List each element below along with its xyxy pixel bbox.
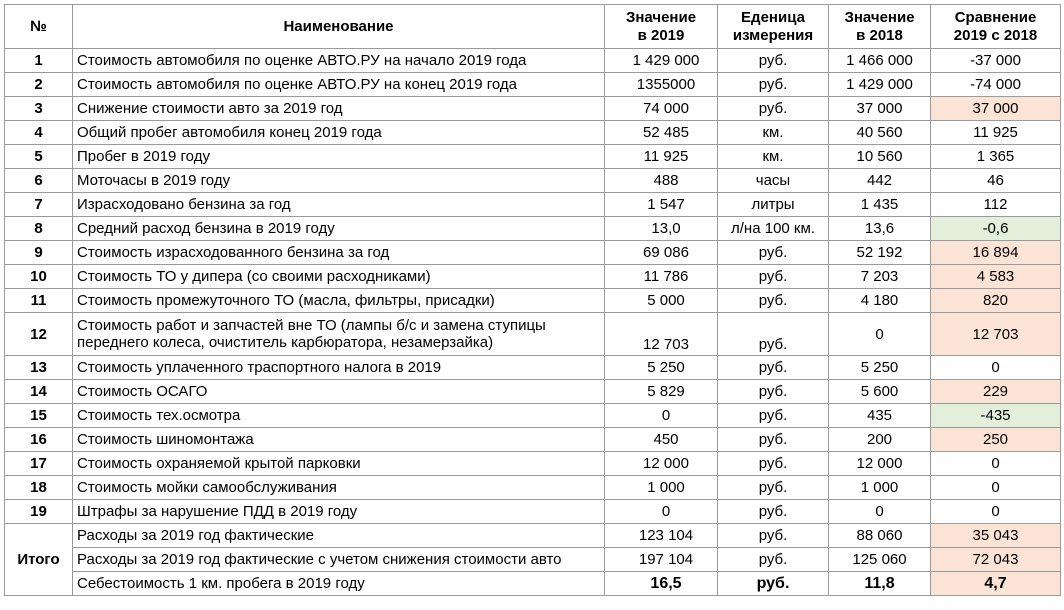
row-value-2018: 435 — [829, 404, 931, 428]
row-unit: руб. — [718, 73, 829, 97]
row-value-2018: 1 000 — [829, 476, 931, 500]
row-name: Снижение стоимости авто за 2019 год — [73, 97, 605, 121]
row-comparison: 11 925 — [931, 121, 1061, 145]
total-comparison: 72 043 — [931, 548, 1061, 572]
row-value-2018: 37 000 — [829, 97, 931, 121]
row-number: 16 — [5, 428, 73, 452]
cost-comparison-table — [4, 4, 1061, 596]
row-comparison: 229 — [931, 380, 1061, 404]
row-name: Стоимость тех.осмотра — [73, 404, 605, 428]
row-comparison: 16 894 — [931, 241, 1061, 265]
row-unit: руб. — [718, 428, 829, 452]
row-name: Стоимость охраняемой крытой парковки — [73, 452, 605, 476]
row-value-2019: 13,0 — [605, 217, 718, 241]
row-value-2019: 1 000 — [605, 476, 718, 500]
row-number: 18 — [5, 476, 73, 500]
row-comparison: 12 703 — [931, 313, 1061, 356]
row-number: 7 — [5, 193, 73, 217]
row-comparison: 0 — [931, 356, 1061, 380]
row-name: Средний расход бензина в 2019 году — [73, 217, 605, 241]
row-name: Стоимость автомобиля по оценке АВТО.РУ на конец 2019 года — [73, 73, 605, 97]
table-row — [5, 49, 1061, 73]
header-value-2018: Значение в 2018 — [829, 5, 931, 49]
row-number: 10 — [5, 265, 73, 289]
row-value-2019: 12 703 — [605, 313, 718, 356]
row-value-2018: 0 — [829, 500, 931, 524]
row-value-2019: 5 250 — [605, 356, 718, 380]
row-name: Стоимость работ и запчастей вне ТО (лампы б/с и замена ступицы переднего колеса, очиститель карбюратора, незамерзайка) — [73, 313, 605, 356]
row-name: Стоимость израсходованного бензина за год — [73, 241, 605, 265]
row-comparison: 37 000 — [931, 97, 1061, 121]
row-value-2018: 1 466 000 — [829, 49, 931, 73]
header-unit: Еденица измерения — [718, 5, 829, 49]
row-name: Стоимость уплаченного траспортного налога в 2019 — [73, 356, 605, 380]
row-value-2019: 11 786 — [605, 265, 718, 289]
row-value-2018: 4 180 — [829, 289, 931, 313]
row-unit: руб. — [718, 500, 829, 524]
row-value-2019: 5 829 — [605, 380, 718, 404]
row-comparison: -74 000 — [931, 73, 1061, 97]
total-unit: руб. — [718, 548, 829, 572]
table-row — [5, 380, 1061, 404]
table-row — [5, 145, 1061, 169]
total-name: Расходы за 2019 год фактические с учетом снижения стоимости авто — [73, 548, 605, 572]
row-unit: л/на 100 км. — [718, 217, 829, 241]
row-name: Общий пробег автомобиля конец 2019 года — [73, 121, 605, 145]
row-value-2018: 10 560 — [829, 145, 931, 169]
row-name: Пробег в 2019 году — [73, 145, 605, 169]
total-unit: руб. — [718, 572, 829, 596]
row-name: Стоимость промежуточного ТО (масла, фильтры, присадки) — [73, 289, 605, 313]
header-value-2019: Значение в 2019 — [605, 5, 718, 49]
total-value-2019: 123 104 — [605, 524, 718, 548]
row-number: 14 — [5, 380, 73, 404]
table-row — [5, 217, 1061, 241]
total-row — [5, 524, 1061, 548]
table-row — [5, 97, 1061, 121]
row-unit: руб. — [718, 404, 829, 428]
row-number: 19 — [5, 500, 73, 524]
row-unit: часы — [718, 169, 829, 193]
row-name: Стоимость автомобиля по оценке АВТО.РУ на начало 2019 года — [73, 49, 605, 73]
row-value-2018: 200 — [829, 428, 931, 452]
row-comparison: -0,6 — [931, 217, 1061, 241]
row-number: 2 — [5, 73, 73, 97]
table-row — [5, 428, 1061, 452]
row-value-2019: 1 547 — [605, 193, 718, 217]
table-row — [5, 289, 1061, 313]
row-comparison: 820 — [931, 289, 1061, 313]
row-value-2018: 442 — [829, 169, 931, 193]
row-value-2019: 1 429 000 — [605, 49, 718, 73]
row-name: Моточасы в 2019 году — [73, 169, 605, 193]
row-number: 17 — [5, 452, 73, 476]
total-comparison: 4,7 — [931, 572, 1061, 596]
total-value-2018: 125 060 — [829, 548, 931, 572]
total-row — [5, 548, 1061, 572]
row-value-2019: 488 — [605, 169, 718, 193]
table-row — [5, 73, 1061, 97]
row-unit: руб. — [718, 380, 829, 404]
row-unit: руб. — [718, 49, 829, 73]
row-comparison: 46 — [931, 169, 1061, 193]
row-number: 8 — [5, 217, 73, 241]
row-value-2018: 40 560 — [829, 121, 931, 145]
table-row — [5, 169, 1061, 193]
row-number: 4 — [5, 121, 73, 145]
row-value-2018: 52 192 — [829, 241, 931, 265]
row-value-2019: 11 925 — [605, 145, 718, 169]
row-name: Стоимость мойки самообслуживания — [73, 476, 605, 500]
row-comparison: 4 583 — [931, 265, 1061, 289]
row-unit: руб. — [718, 476, 829, 500]
row-comparison: 1 365 — [931, 145, 1061, 169]
table-row — [5, 193, 1061, 217]
row-number: 3 — [5, 97, 73, 121]
header-num: № — [5, 5, 73, 49]
total-name: Себестоимость 1 км. пробега в 2019 году — [73, 572, 605, 596]
row-number: 5 — [5, 145, 73, 169]
row-unit: км. — [718, 121, 829, 145]
row-value-2018: 1 435 — [829, 193, 931, 217]
total-value-2018: 88 060 — [829, 524, 931, 548]
row-unit: руб. — [718, 265, 829, 289]
row-value-2018: 5 250 — [829, 356, 931, 380]
row-value-2018: 7 203 — [829, 265, 931, 289]
total-value-2019: 16,5 — [605, 572, 718, 596]
table-row — [5, 476, 1061, 500]
table-row — [5, 241, 1061, 265]
table-row — [5, 265, 1061, 289]
total-comparison: 35 043 — [931, 524, 1061, 548]
row-value-2018: 5 600 — [829, 380, 931, 404]
row-comparison: -37 000 — [931, 49, 1061, 73]
row-comparison: 0 — [931, 452, 1061, 476]
row-comparison: 250 — [931, 428, 1061, 452]
table-row — [5, 313, 1061, 356]
totals-label: Итого — [5, 524, 73, 596]
row-value-2019: 5 000 — [605, 289, 718, 313]
table-body — [5, 49, 1061, 596]
row-unit: литры — [718, 193, 829, 217]
total-value-2018: 11,8 — [829, 572, 931, 596]
row-unit: руб. — [718, 241, 829, 265]
row-value-2019: 74 000 — [605, 97, 718, 121]
row-number: 13 — [5, 356, 73, 380]
row-unit: руб. — [718, 452, 829, 476]
row-value-2019: 0 — [605, 404, 718, 428]
row-value-2019: 1355000 — [605, 73, 718, 97]
row-value-2019: 52 485 — [605, 121, 718, 145]
row-value-2019: 69 086 — [605, 241, 718, 265]
row-number: 1 — [5, 49, 73, 73]
row-number: 11 — [5, 289, 73, 313]
table-row — [5, 356, 1061, 380]
total-value-2019: 197 104 — [605, 548, 718, 572]
row-comparison: 0 — [931, 500, 1061, 524]
row-value-2019: 450 — [605, 428, 718, 452]
table-row — [5, 121, 1061, 145]
row-value-2019: 0 — [605, 500, 718, 524]
row-name: Стоимость ОСАГО — [73, 380, 605, 404]
row-value-2018: 1 429 000 — [829, 73, 931, 97]
row-value-2018: 12 000 — [829, 452, 931, 476]
row-number: 6 — [5, 169, 73, 193]
row-comparison: -435 — [931, 404, 1061, 428]
row-number: 9 — [5, 241, 73, 265]
row-name: Штрафы за нарушение ПДД в 2019 году — [73, 500, 605, 524]
row-unit: руб. — [718, 289, 829, 313]
row-unit: км. — [718, 145, 829, 169]
row-name: Стоимость ТО у дипера (со своими расходниками) — [73, 265, 605, 289]
total-row — [5, 572, 1061, 596]
total-unit: руб. — [718, 524, 829, 548]
row-number: 12 — [5, 313, 73, 356]
total-name: Расходы за 2019 год фактические — [73, 524, 605, 548]
row-unit: руб. — [718, 356, 829, 380]
row-name: Стоимость шиномонтажа — [73, 428, 605, 452]
header-row — [5, 5, 1061, 49]
row-value-2018: 0 — [829, 313, 931, 356]
row-comparison: 0 — [931, 476, 1061, 500]
table-row — [5, 452, 1061, 476]
row-unit: руб. — [718, 97, 829, 121]
header-name: Наименование — [73, 5, 605, 49]
row-unit: руб. — [718, 313, 829, 356]
row-value-2019: 12 000 — [605, 452, 718, 476]
row-comparison: 112 — [931, 193, 1061, 217]
row-number: 15 — [5, 404, 73, 428]
header-comparison: Сравнение 2019 с 2018 — [931, 5, 1061, 49]
table-row — [5, 404, 1061, 428]
table-row — [5, 500, 1061, 524]
row-name: Израсходовано бензина за год — [73, 193, 605, 217]
row-value-2018: 13,6 — [829, 217, 931, 241]
